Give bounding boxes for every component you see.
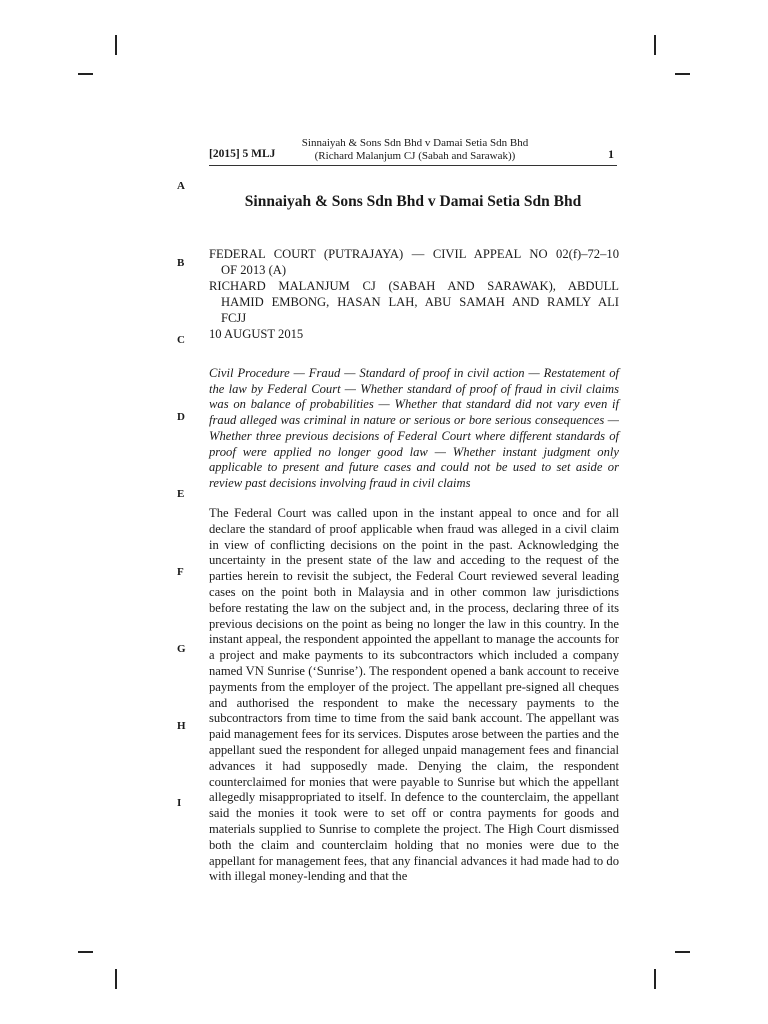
margin-marker-d: D <box>177 411 185 423</box>
margin-marker-b: B <box>177 257 185 269</box>
decision-date: 10 AUGUST 2015 <box>209 327 304 341</box>
crop-mark-top-left-vertical <box>115 35 117 55</box>
appeal-number-line-2: OF 2013 (A) <box>221 263 287 277</box>
margin-marker-c: C <box>177 334 185 346</box>
appeal-number-line-1: FEDERAL COURT (PUTRAJAYA) — CIVIL APPEAL NO 02(f)–72–10 <box>209 247 619 261</box>
margin-marker-h: H <box>177 720 186 732</box>
crop-mark-bottom-left-vertical <box>115 969 117 989</box>
crop-mark-bottom-right-horizontal <box>675 951 690 953</box>
crop-mark-top-right-horizontal <box>675 73 690 75</box>
header-page-number: 1 <box>608 147 614 161</box>
judges-line-3: FCJJ <box>221 311 247 325</box>
header-case-name <box>300 137 530 163</box>
catchwords: Civil Procedure — Fraud — Standard of proof in civil action — Restatement of the law by Federal Court — Whether standard of proof of fraud in civil claims was on balance of probabilities — Whether that standard did not vary even if fraud alleged was criminal in nature or serious or bore serious consequences — Whether three previous decisions of Federal Court where different standards of proof were applied no longer good law — Whether instant judgment only applicable to present and future cases and could not be used to set aside or review past decisions involving fraud in civil claims <box>209 366 619 490</box>
margin-marker-a: A <box>177 180 185 192</box>
header-case-line-1: Sinnaiyah & Sons Sdn Bhd v Damai Setia Sdn Bhd <box>301 137 529 149</box>
margin-marker-e: E <box>177 488 185 500</box>
crop-mark-top-right-vertical <box>654 35 656 55</box>
margin-marker-f: F <box>177 566 184 578</box>
margin-marker-g: G <box>177 643 186 655</box>
header-case-line-2: (Richard Malanjum CJ (Sabah and Sarawak)) <box>314 150 516 162</box>
header-citation: [2015] 5 MLJ <box>209 148 276 160</box>
court-details <box>209 246 619 342</box>
judges-line-1: RICHARD MALANJUM CJ (SABAH AND SARAWAK), ABDULL <box>209 279 619 293</box>
header-rule <box>209 165 617 166</box>
crop-mark-bottom-left-horizontal <box>78 951 93 953</box>
headnote-body: The Federal Court was called upon in the instant appeal to once and for all declare the standard of proof applicable when fraud was alleged in a civil claim in view of conflicting decisions on the point in the past. Acknowledging the uncertainty in the present state of the law and acceding to the request of the parties herein to revisit the subject, the Federal Court reviewed several leading cases on the point both in Malaysia and in other common law jurisdictions before restating the law on the subject and, in the process, declaring three of its previous decisions on the point as being no longer the law in this country. In the instant appeal, the respondent appointed the appellant to manage the accounts for a project and make payments to its subcontractors which included a company named VN Sunrise (‘Sunrise’). The respondent opened a bank account to receive payments from the employer of the project. The appellant pre-signed all cheques and authorised the respondent to make the necessary payments to the subcontractors from time to time from the said bank account. The appellant was paid management fees for its services. Disputes arose between the parties and the appellant sued the respondent for alleged unpaid management fees and financial advances it had supposedly made. Denying the claim, the respondent counterclaimed for monies that were payable to Sunrise but which the appellant allegedly misappropriated to itself. In defence to the counterclaim, the appellant said the monies it took were to set off or contra payments for goods and materials supplied to Sunrise to complete the project. The High Court dismissed both the claim and counterclaim holding that no monies were due to the appellant for management fees, that any financial advances it had made had to do with illegal money-lending and that the <box>209 506 619 884</box>
case-title: Sinnaiyah & Sons Sdn Bhd v Damai Setia Sdn Bhd <box>244 193 582 210</box>
crop-mark-bottom-right-vertical <box>654 969 656 989</box>
crop-mark-top-left-horizontal <box>78 73 93 75</box>
margin-marker-i: I <box>177 797 182 809</box>
judges-line-2: HAMID EMBONG, HASAN LAH, ABU SAMAH AND RAMLY ALI <box>221 295 619 309</box>
